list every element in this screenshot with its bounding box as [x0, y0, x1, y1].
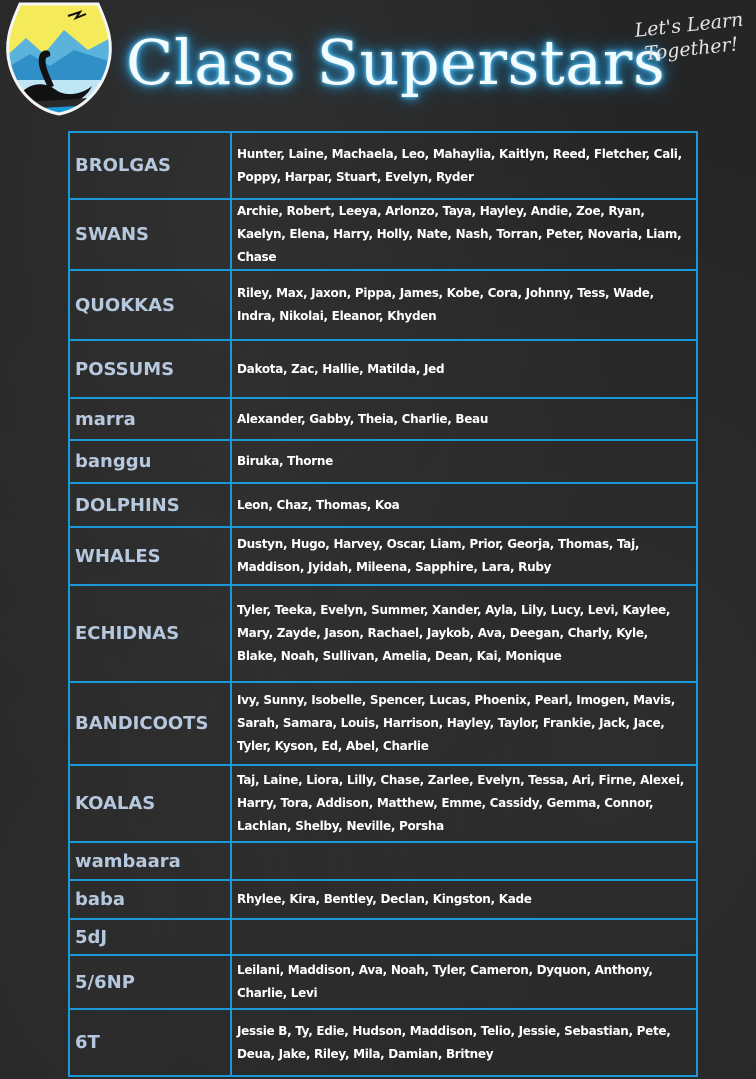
student-names [231, 842, 697, 880]
student-names: Leon, Chaz, Thomas, Koa [231, 483, 697, 527]
house-name: POSSUMS [69, 340, 231, 398]
house-name: SWANS [69, 199, 231, 270]
house-name: DOLPHINS [69, 483, 231, 527]
table-row [69, 842, 697, 880]
house-name: WHALES [69, 527, 231, 585]
class-table [68, 131, 698, 1077]
house-name: QUOKKAS [69, 270, 231, 340]
house-name: ECHIDNAS [69, 585, 231, 682]
house-name: baba [69, 880, 231, 919]
student-names: Tyler, Teeka, Evelyn, Summer, Xander, Ayla, Lily, Lucy, Levi, Kaylee, Mary, Zayde, Jason, Rachael, Jaykob, Ava, Deegan, Charly, Kyle, Blake, Noah, Sullivan, Amelia, Dean, Kai, Monique [231, 585, 697, 682]
table-row [69, 483, 697, 527]
page-title: Class Superstars [126, 26, 666, 99]
table-row [69, 765, 697, 842]
table-row [69, 682, 697, 765]
school-logo [0, 0, 118, 118]
student-names: Biruka, Thorne [231, 440, 697, 483]
house-name: marra [69, 398, 231, 440]
house-name: 6T [69, 1009, 231, 1076]
table-row [69, 398, 697, 440]
table-row [69, 919, 697, 955]
slogan-line-2: Together! [643, 33, 740, 65]
house-name: banggu [69, 440, 231, 483]
table-row [69, 1009, 697, 1076]
slogan-line-1: Let's Learn [633, 8, 745, 42]
student-names: Archie, Robert, Leeya, Arlonzo, Taya, Hayley, Andie, Zoe, Ryan, Kaelyn, Elena, Harry, Holly, Nate, Nash, Torran, Peter, Novaria, Liam, Chase [231, 199, 697, 270]
table-row [69, 132, 697, 199]
student-names: Dustyn, Hugo, Harvey, Oscar, Liam, Prior, Georja, Thomas, Taj, Maddison, Jyidah, Mileena, Sapphire, Lara, Ruby [231, 527, 697, 585]
black-swan-school-crest-icon [0, 0, 118, 118]
table-row [69, 527, 697, 585]
table-row [69, 585, 697, 682]
table-row [69, 955, 697, 1009]
student-names: Jessie B, Ty, Edie, Hudson, Maddison, Telio, Jessie, Sebastian, Pete, Deua, Jake, Riley, Mila, Damian, Britney [231, 1009, 697, 1076]
house-name: 5/6NP [69, 955, 231, 1009]
house-name: KOALAS [69, 765, 231, 842]
house-name: BROLGAS [69, 132, 231, 199]
student-names: Rhylee, Kira, Bentley, Declan, Kingston, Kade [231, 880, 697, 919]
student-names: Ivy, Sunny, Isobelle, Spencer, Lucas, Phoenix, Pearl, Imogen, Mavis, Sarah, Samara, Louis, Harrison, Hayley, Taylor, Frankie, Jack, Jace, Tyler, Kyson, Ed, Abel, Charlie [231, 682, 697, 765]
slogan [624, 7, 756, 68]
student-names: Alexander, Gabby, Theia, Charlie, Beau [231, 398, 697, 440]
student-names: Taj, Laine, Liora, Lilly, Chase, Zarlee, Evelyn, Tessa, Ari, Firne, Alexei, Harry, Tora, Addison, Matthew, Emme, Cassidy, Gemma, Connor, Lachlan, Shelby, Neville, Porsha [231, 765, 697, 842]
house-name: 5dJ [69, 919, 231, 955]
table-row [69, 440, 697, 483]
student-names: Leilani, Maddison, Ava, Noah, Tyler, Cameron, Dyquon, Anthony, Charlie, Levi [231, 955, 697, 1009]
table-row [69, 340, 697, 398]
student-names [231, 919, 697, 955]
house-name: wambaara [69, 842, 231, 880]
table-row [69, 880, 697, 919]
house-name: BANDICOOTS [69, 682, 231, 765]
student-names: Dakota, Zac, Hallie, Matilda, Jed [231, 340, 697, 398]
student-names: Hunter, Laine, Machaela, Leo, Mahaylia, Kaitlyn, Reed, Fletcher, Cali, Poppy, Harpar, Stuart, Evelyn, Ryder [231, 132, 697, 199]
student-names: Riley, Max, Jaxon, Pippa, James, Kobe, Cora, Johnny, Tess, Wade, Indra, Nikolai, Eleanor, Khyden [231, 270, 697, 340]
table-row [69, 270, 697, 340]
table-row [69, 199, 697, 270]
